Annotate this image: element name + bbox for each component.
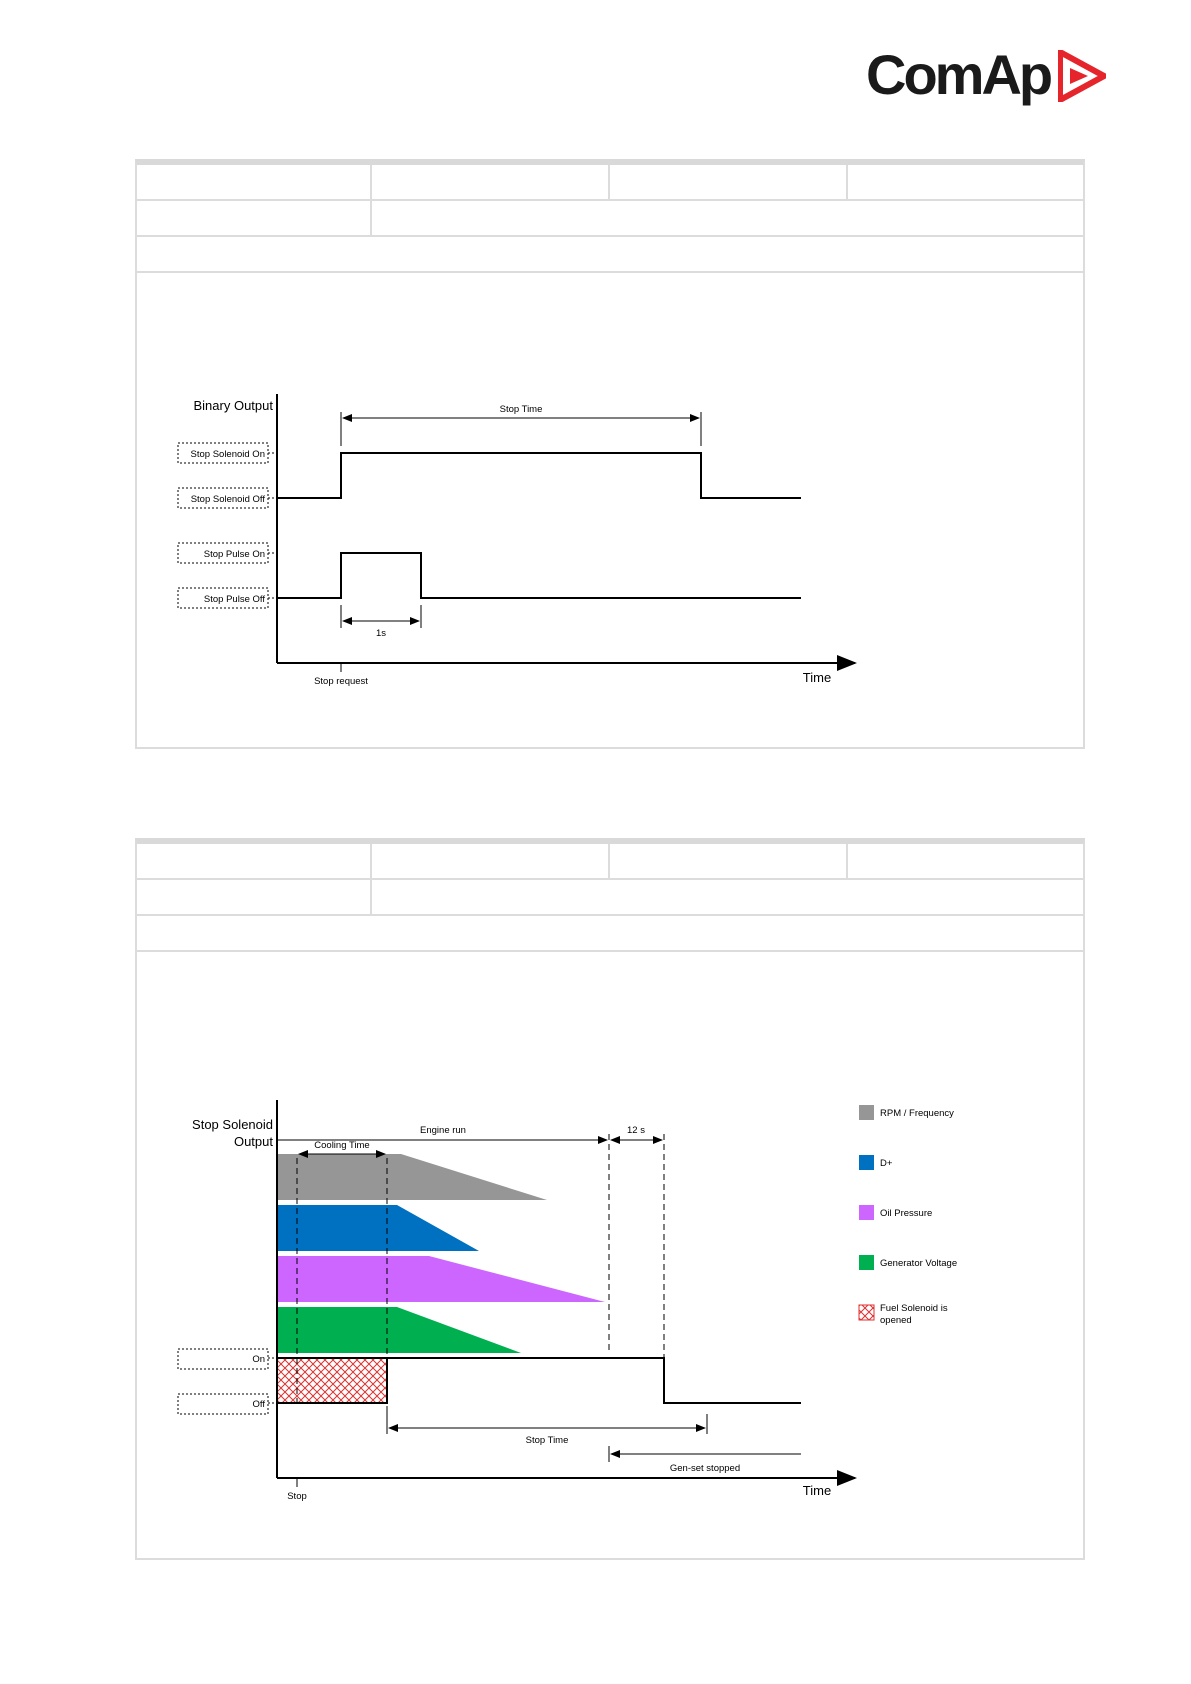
genset-stopped-label: Gen-set stopped [669, 1463, 741, 1474]
delay-label: 12 s [627, 1125, 645, 1136]
legend-label-oil-pressure: Oil Pressure [880, 1208, 933, 1219]
svg-text:Stop Pulse On: Stop Pulse On [203, 549, 265, 560]
level-label-on [178, 1349, 277, 1369]
svg-text:Stop Pulse Off: Stop Pulse Off [203, 594, 265, 605]
engine-run-label: Engine run [420, 1125, 466, 1136]
x-axis-title: Time [802, 1483, 832, 1498]
level-label-stop-solenoid-off [178, 488, 277, 508]
level-label-off [178, 1394, 277, 1414]
legend-label-generator-voltage: Generator Voltage [880, 1258, 958, 1269]
svg-text:Off: Off [252, 1399, 265, 1410]
svg-text:On: On [252, 1354, 265, 1365]
stop-request-label: Stop request [314, 676, 368, 687]
legend-label-rpm: RPM / Frequency [880, 1108, 954, 1119]
legend-swatch-fuel-solenoid [859, 1305, 874, 1320]
svg-text:Stop Solenoid On: Stop Solenoid On [190, 449, 265, 460]
stop-time-label: Stop Time [525, 1435, 569, 1446]
stop-solenoid-timing-diagram [137, 165, 1083, 745]
x-axis-title: Time [802, 670, 832, 685]
level-label-stop-pulse-off [178, 588, 277, 608]
y-axis-title-line2: Output [233, 1134, 273, 1149]
legend-swatch-d-plus [859, 1155, 874, 1170]
table-panel-2 [135, 838, 1085, 1560]
stop-event-label: Stop [287, 1491, 307, 1502]
legend-swatch-generator-voltage [859, 1255, 874, 1270]
logo-text: ComAp [866, 43, 1051, 106]
d-plus-band [277, 1205, 479, 1251]
y-axis-title-line1: Stop Solenoid [192, 1117, 273, 1132]
legend-swatch-rpm [859, 1105, 874, 1120]
oil-pressure-band [277, 1256, 605, 1302]
legend-label-d-plus: D+ [880, 1158, 893, 1169]
generator-voltage-band [277, 1307, 521, 1353]
legend-label-fuel-solenoid-line2: opened [880, 1315, 912, 1326]
stop-time-label: Stop Time [499, 404, 543, 415]
svg-text:Stop Solenoid Off: Stop Solenoid Off [190, 494, 265, 505]
level-label-stop-pulse-on [178, 543, 277, 563]
fuel-solenoid-stop-diagram [137, 844, 1083, 1556]
pulse-duration-label: 1s [375, 628, 387, 639]
cooling-time-label: Cooling Time [314, 1140, 370, 1151]
legend-swatch-oil-pressure [859, 1205, 874, 1220]
rpm-frequency-band [277, 1154, 547, 1200]
y-axis-title: Binary Output [193, 398, 273, 413]
fuel-solenoid-opened-area [277, 1358, 387, 1403]
comap-logo [866, 40, 1106, 110]
level-label-stop-solenoid-on [178, 443, 277, 463]
table-panel-1 [135, 159, 1085, 749]
stop-pulse-signal [277, 553, 801, 598]
legend [859, 1105, 957, 1326]
logo-arrow-icon [1058, 50, 1106, 102]
stop-solenoid-signal [277, 453, 801, 498]
legend-label-fuel-solenoid: Fuel Solenoid is [880, 1303, 948, 1314]
